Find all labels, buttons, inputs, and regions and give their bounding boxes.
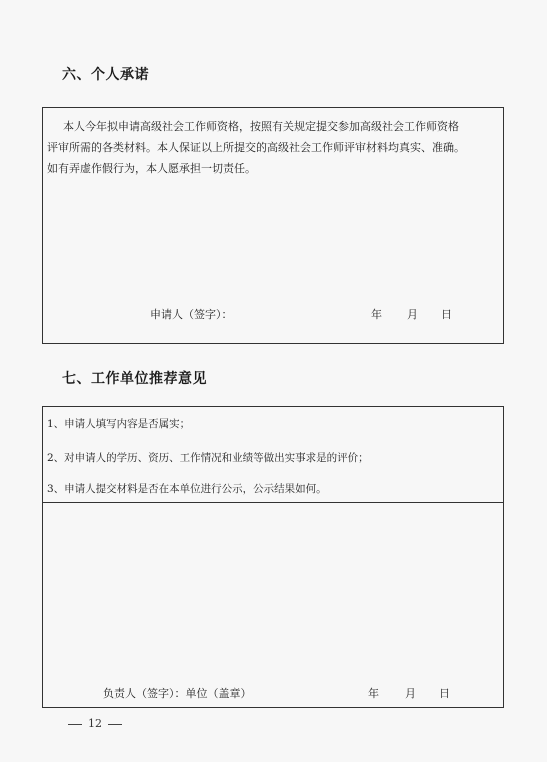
applicant-signature-label: 申请人（签字）：: [150, 308, 233, 321]
section-6-heading: 六、个人承诺: [62, 67, 149, 83]
page-number-dash-left: [68, 724, 82, 725]
commitment-day-label: 日: [441, 308, 452, 321]
responsible-person-signature-label: 负责人（签字）：单位（盖章）: [103, 687, 252, 700]
page-number-dash-right: [108, 724, 122, 725]
commitment-year-label: 年: [371, 308, 382, 321]
recommendation-day-label: 日: [439, 687, 450, 700]
page-number: [62, 717, 128, 730]
commitment-month-label: 月: [407, 308, 418, 321]
recommendation-item-2: 2、对申请人的学历、资历、工作情况和业绩等做出实事求是的评价；: [47, 452, 369, 464]
personal-commitment-box: [42, 107, 504, 344]
commitment-line-3: 如有弄虚作假行为，本人愿承担一切责任。: [47, 162, 256, 175]
commitment-line-1: 本人今年拟申请高级社会工作师资格，按照有关规定提交参加高级社会工作师资格: [63, 120, 459, 133]
section-7-heading: 七、工作单位推荐意见: [62, 371, 207, 387]
commitment-line-2: 评审所需的各类材料。本人保证以上所提交的高级社会工作师评审材料均真实、准确。: [47, 141, 465, 154]
recommendation-item-3: 3、申请人提交材料是否在本单位进行公示，公示结果如何。: [47, 483, 327, 495]
recommendation-item-1: 1、申请人填写内容是否属实；: [47, 418, 191, 430]
recommendation-year-label: 年: [368, 687, 379, 700]
recommendation-month-label: 月: [405, 687, 416, 700]
employer-recommendation-box: [42, 406, 504, 708]
recommendation-divider: [43, 502, 503, 503]
page-number-value: 12: [88, 717, 102, 730]
